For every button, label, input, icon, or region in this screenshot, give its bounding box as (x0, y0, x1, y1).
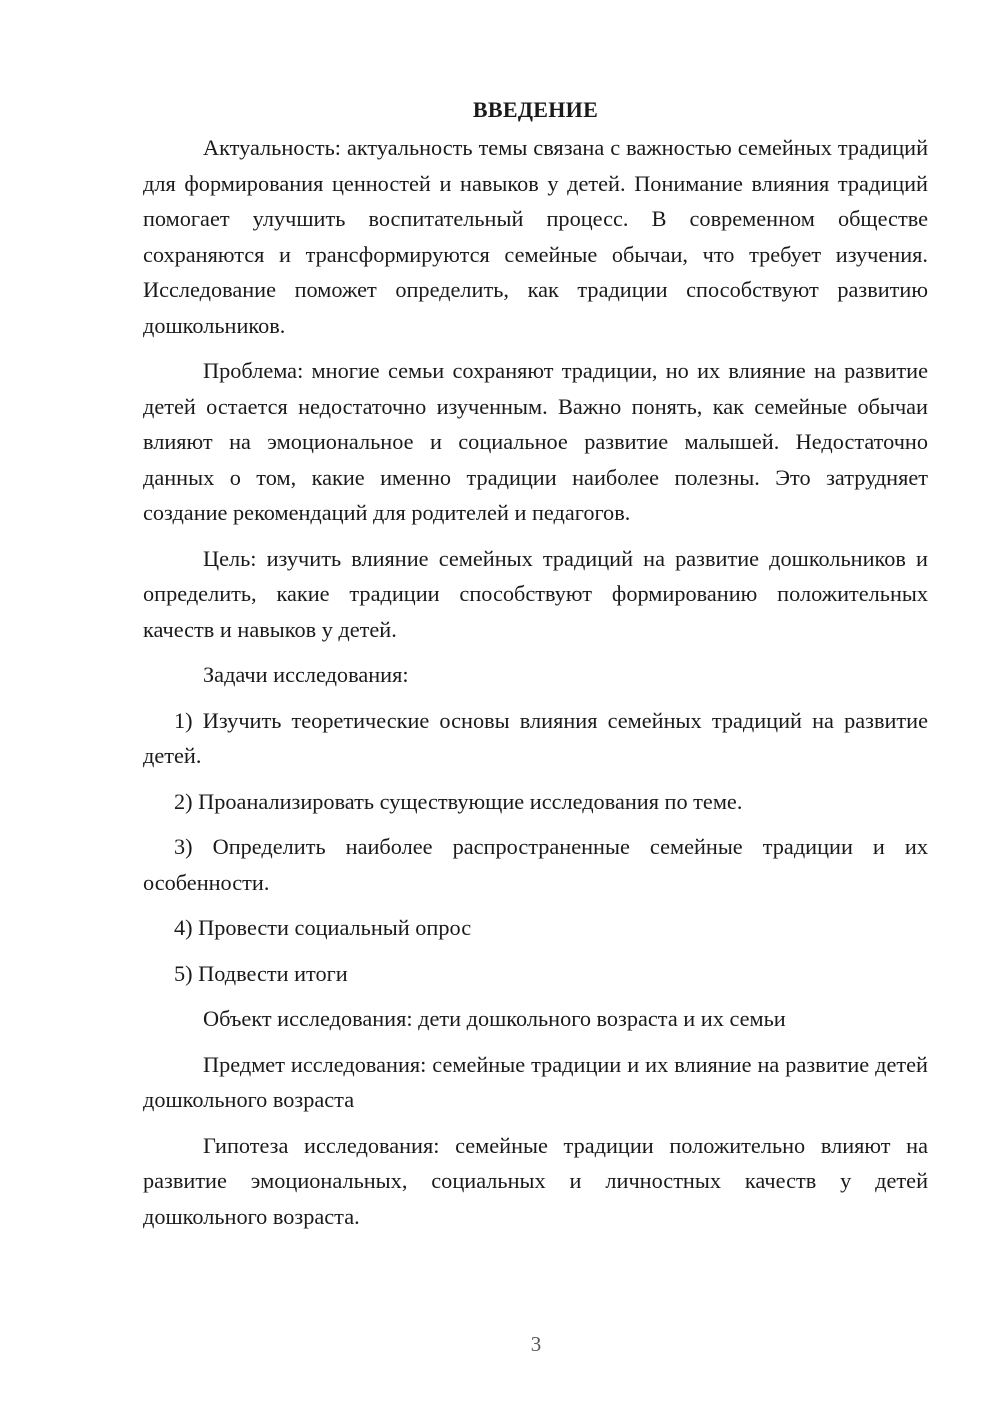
document-page (143, 90, 928, 1244)
task-item-5: 5) Подвести итоги (174, 960, 348, 986)
task-item-1: 1) Изучить теоретические основы влияния семейных традиций на развитие детей. (143, 707, 928, 768)
task-item-3: 3) Определить наиболее распространенные семейные традиции и их особенности. (143, 834, 928, 895)
paragraph-problem: Проблема: многие семьи сохраняют традиции, но их влияние на развитие детей остается недостаточно изученным. Важно понять, как семейные обычаи влияют на эмоциональное и социальное развитие малышей. Недостаточно данных о том, какие именно традиции наиболее полезны. Это затрудняет создание рекомендаций для родителей и педагогов. (143, 358, 928, 525)
task-item-4: 4) Провести социальный опрос (174, 915, 472, 940)
page-number: 3 (530, 1332, 542, 1356)
paragraph-object: Объект исследования: дети дошкольного возраста и их семьи (203, 1006, 786, 1031)
paragraph-relevance: Актуальность: актуальность темы связана с важностью семейных традиций для формирования ценностей и навыков у детей. Понимание влияния традиций помогает улучшить воспитательный процесс. В современном обществе сохраняются и трансформируются семейные обычаи, что требует изучения. Исследование поможет определить, как традиции способствуют развитию дошкольников. (143, 135, 928, 338)
tasks-heading: Задачи исследования: (203, 662, 409, 687)
page-title: ВВЕДЕНИЕ (472, 97, 599, 122)
task-item-2: 2) Проанализировать существующие исследования по теме. (174, 788, 743, 814)
paragraph-hypothesis: Гипотеза исследования: семейные традиции положительно влияют на развитие эмоциональных, социальных и личностных качеств у детей дошкольного возраста. (143, 1132, 928, 1229)
paragraph-subject: Предмет исследования: семейные традиции и их влияние на развитие детей дошкольного возраста (143, 1051, 928, 1112)
paragraph-goal: Цель: изучить влияние семейных традиций на развитие дошкольников и определить, какие традиции способствуют формированию положительных качеств и навыков у детей. (143, 545, 928, 642)
